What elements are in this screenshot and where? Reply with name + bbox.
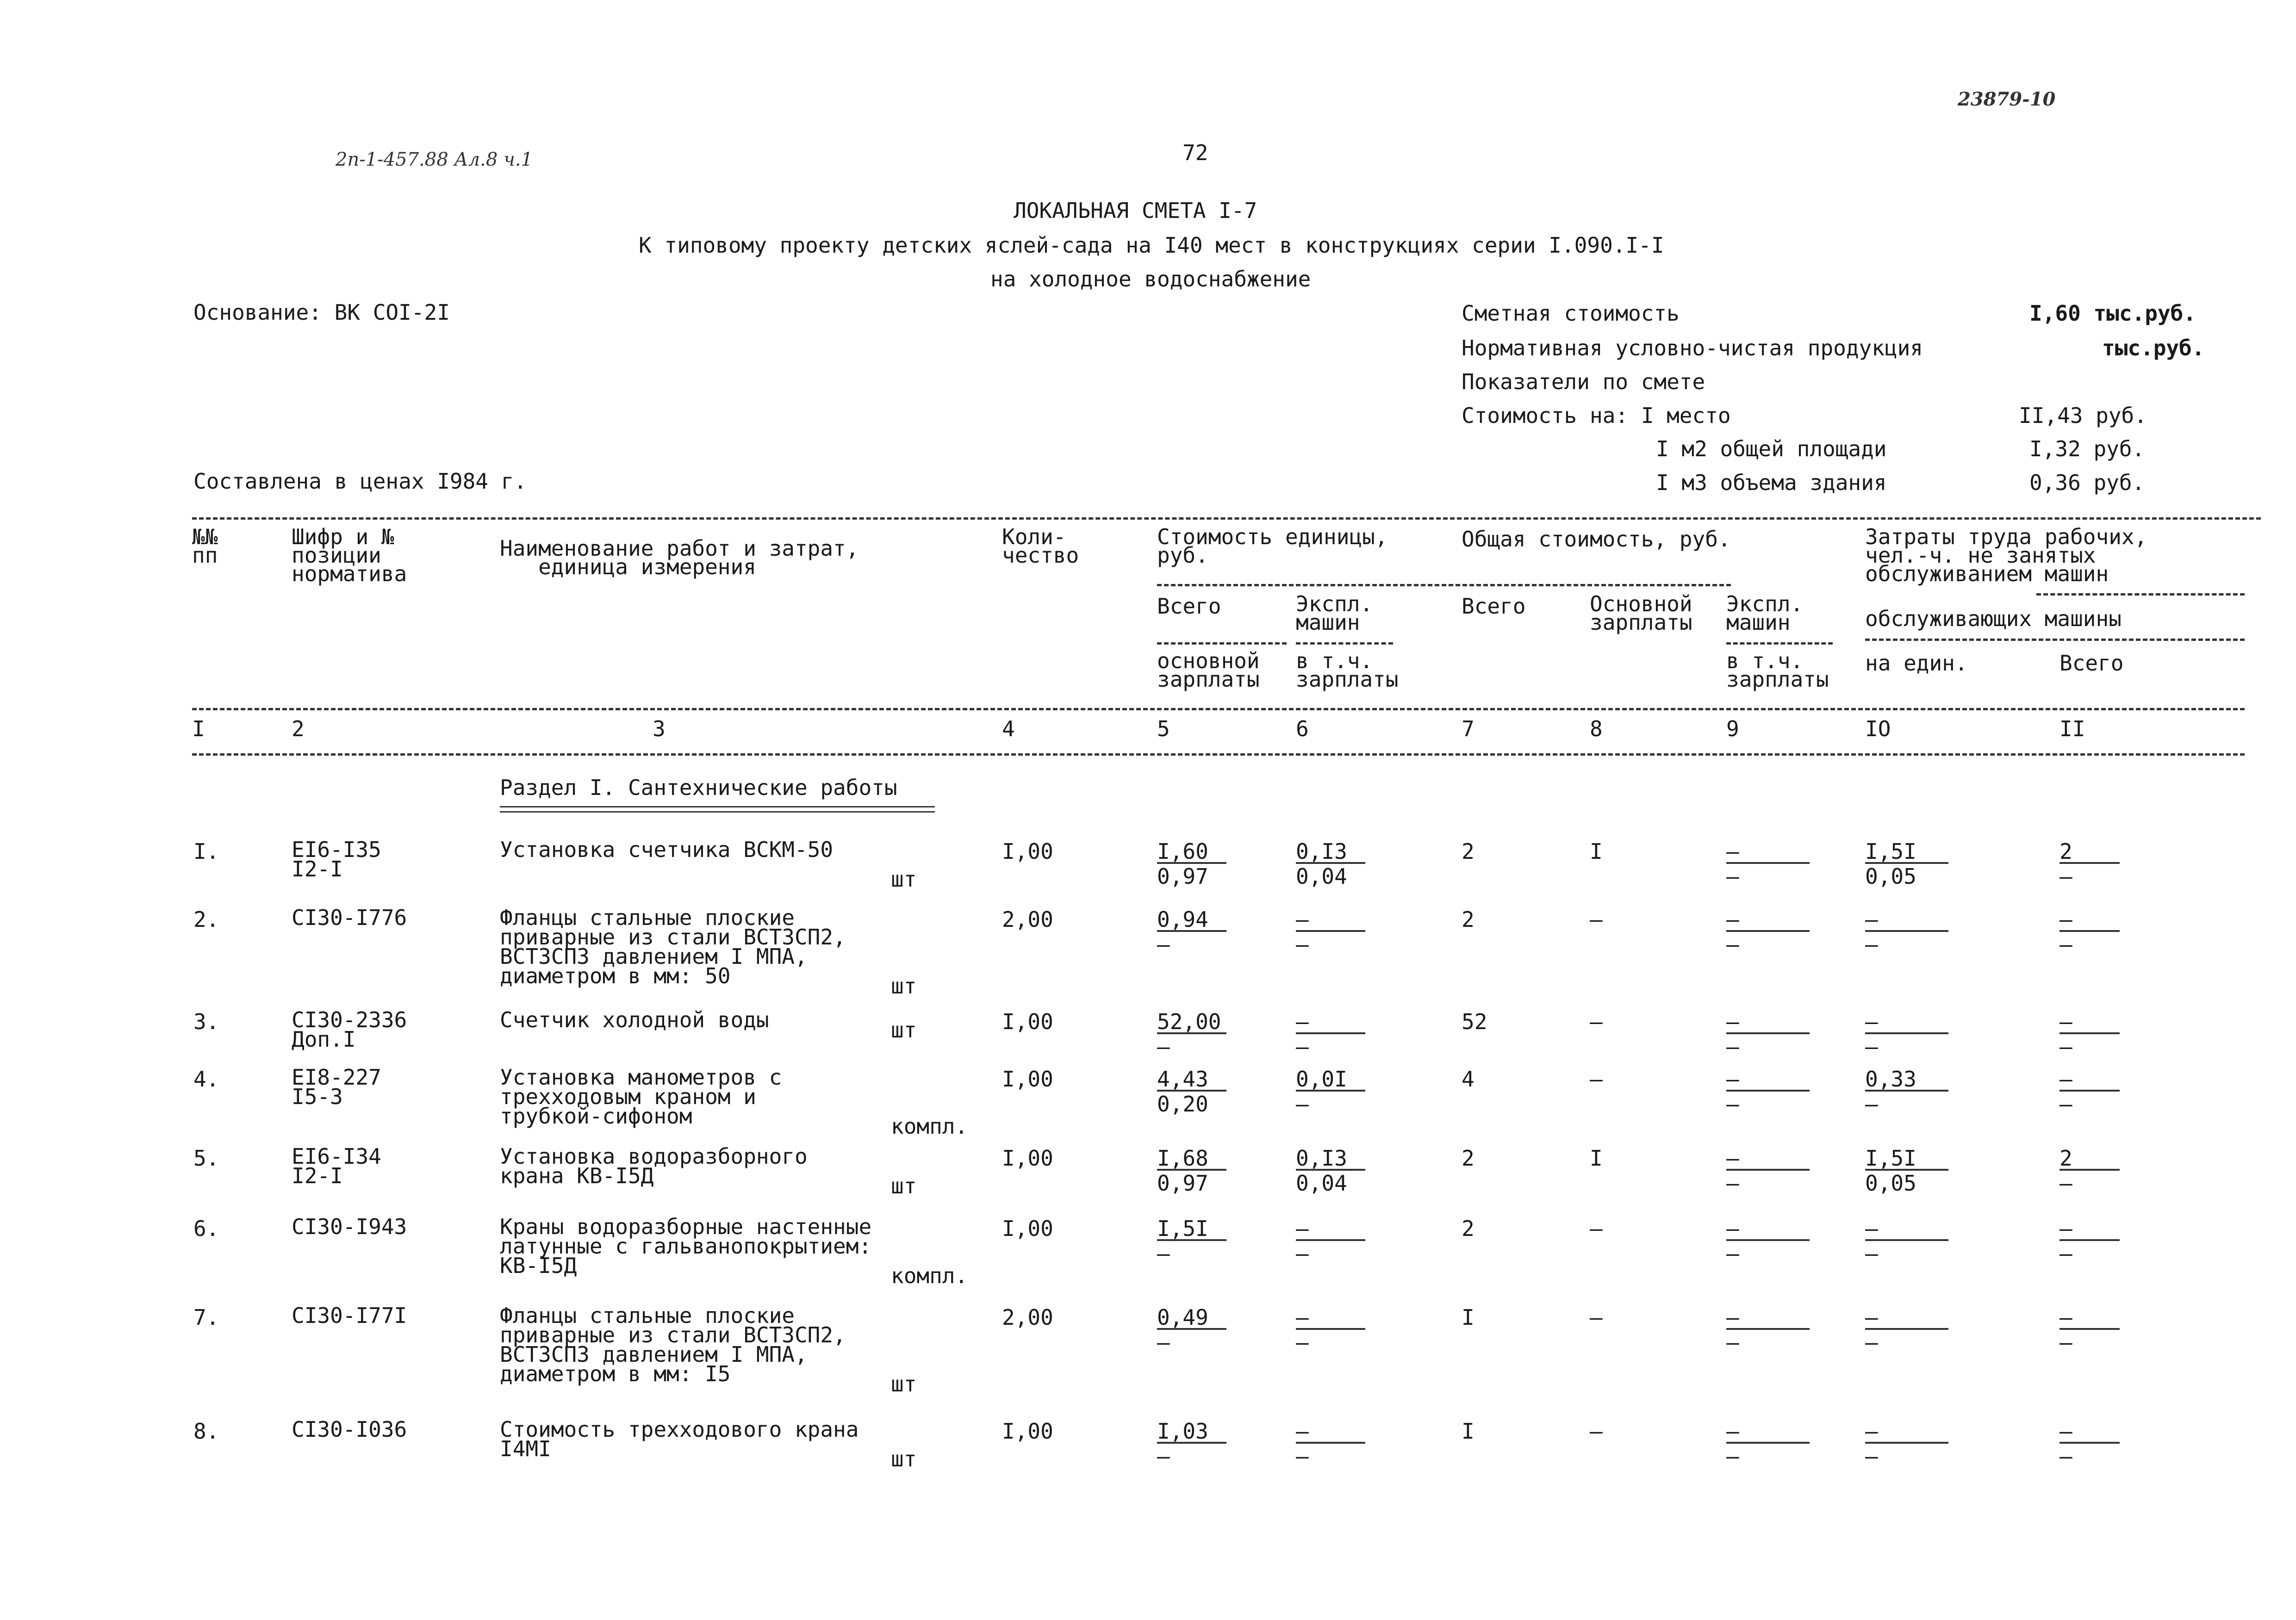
header-rule-unit-total	[1157, 584, 1731, 586]
row-code: CI30-I776	[292, 905, 407, 930]
row-c10-bottom: –	[1865, 1444, 1878, 1469]
row-code: CI30-2336 Доп.I	[292, 1007, 407, 1052]
row-c5-top: 4,43	[1157, 1067, 1208, 1092]
row-c11-top: –	[2060, 1419, 2072, 1444]
header-rule-labor-machines	[1865, 639, 2245, 641]
row-c9-top: –	[1726, 1305, 1739, 1330]
row-c5-top: I,60	[1157, 839, 1208, 864]
row-c9-top: –	[1726, 1216, 1739, 1241]
header-labor: Затраты труда рабочих, чел.-ч. не занятых обслуживанием машин	[1865, 524, 2147, 586]
row-c6-bottom: –	[1296, 1241, 1309, 1266]
row-c8-wages: I	[1590, 1146, 1603, 1171]
row-c11-bottom: –	[2060, 1092, 2072, 1117]
row-c5-bottom: –	[1157, 1241, 1170, 1266]
section-title-underline	[500, 806, 935, 813]
row-c5-top: I,68	[1157, 1146, 1208, 1171]
row-code: EI8-227 I5-3	[292, 1065, 381, 1109]
col-number-6: 6	[1296, 716, 1309, 741]
row-c9-bottom: –	[1726, 1444, 1739, 1469]
row-c10-bottom: 0,05	[1865, 1171, 1916, 1196]
row-c11-top: –	[2060, 1067, 2072, 1092]
summary-indicators-label: Показатели по смете	[1462, 369, 1705, 394]
row-c8-wages: –	[1590, 907, 1603, 932]
row-c11-top: 2	[2060, 1146, 2072, 1171]
summary-per-m3-value: 0,36 руб.	[2029, 470, 2145, 495]
row-c10-top: I,5I	[1865, 839, 1916, 864]
document-subtitle: К типовому проекту детских яслей-сада на I40 мест в конструкциях серии I.090.I-I	[639, 233, 1664, 258]
row-c7-total: 2	[1462, 1216, 1475, 1241]
row-c9-top: –	[1726, 1067, 1739, 1092]
row-quantity: I,00	[1002, 1419, 1053, 1444]
header-rule-c5	[1157, 642, 1287, 645]
header-rule-labor	[2036, 593, 2245, 596]
row-c10-bottom: –	[1865, 1034, 1878, 1059]
header-rule-c9	[1726, 642, 1833, 645]
header-top-rule	[192, 517, 2261, 520]
row-c6-bottom: 0,04	[1296, 1171, 1347, 1196]
row-c11-bottom: –	[2060, 1241, 2072, 1266]
row-c9-top: –	[1726, 839, 1739, 864]
row-number: I.	[193, 839, 219, 864]
row-c11-bottom: –	[2060, 1330, 2072, 1355]
col-number-7: 7	[1462, 716, 1475, 741]
row-quantity: I,00	[1002, 1009, 1053, 1034]
col-number-3: 3	[653, 716, 666, 741]
section-title: Раздел I. Сантехнические работы	[500, 775, 897, 800]
row-c11-bottom: –	[2060, 1444, 2072, 1469]
row-c6-top: –	[1296, 907, 1309, 932]
header-c11-vsego: Всего	[2060, 651, 2124, 676]
row-quantity: I,00	[1002, 1146, 1053, 1171]
row-c6-top: –	[1296, 1419, 1309, 1444]
row-number: 7.	[193, 1305, 219, 1330]
row-code: CI30-I943	[292, 1214, 407, 1239]
row-c10-top: –	[1865, 1009, 1878, 1034]
row-c10-top: –	[1865, 1216, 1878, 1241]
row-name: Фланцы стальные плоские приварные из стали ВСТ3СП2, ВСТ3СП3 давлением I МПА, диаметром в мм: I5	[500, 1303, 846, 1386]
row-c8-wages: –	[1590, 1305, 1603, 1330]
row-unit: компл.	[891, 1114, 968, 1139]
row-c9-top: –	[1726, 907, 1739, 932]
row-c9-bottom: –	[1726, 1092, 1739, 1117]
summary-net-label: Нормативная условно-чистая продукция	[1462, 335, 1923, 360]
header-c5-osn: основной зарплаты	[1157, 648, 1260, 692]
header-rule-numbers-bottom	[192, 753, 2245, 756]
row-c5-top: 0,49	[1157, 1305, 1208, 1330]
row-c10-bottom: –	[1865, 1330, 1878, 1355]
row-quantity: I,00	[1002, 1216, 1053, 1241]
row-c9-top: –	[1726, 1419, 1739, 1444]
header-c8-osn: Основной зарплаты	[1590, 591, 1692, 635]
row-c11-top: 2	[2060, 839, 2072, 864]
row-unit: шт	[891, 974, 917, 999]
row-c10-bottom: –	[1865, 1241, 1878, 1266]
row-c9-bottom: –	[1726, 1034, 1739, 1059]
row-c11-top: –	[2060, 907, 2072, 932]
summary-per-m3-label: I м3 объема здания	[1656, 470, 1887, 495]
row-code: CI30-I036	[292, 1417, 407, 1442]
row-c10-top: 0,33	[1865, 1067, 1916, 1092]
row-unit: шт	[891, 867, 917, 892]
row-c5-bottom: –	[1157, 1330, 1170, 1355]
col-number-10: IO	[1865, 716, 1891, 741]
row-c6-bottom: –	[1296, 1330, 1309, 1355]
row-c7-total: I	[1462, 1305, 1475, 1330]
header-c9-vtch: в т.ч. зарплаты	[1726, 648, 1829, 692]
row-quantity: 2,00	[1002, 1305, 1053, 1330]
handwritten-doc-number: 23879-10	[1958, 88, 2056, 110]
row-c6-bottom: 0,04	[1296, 864, 1347, 889]
row-name: Краны водоразборные настенные латунные с гальванопокрытием: КВ-I5Д	[500, 1214, 872, 1278]
header-c7-vsego: Всего	[1462, 594, 1526, 619]
header-rule-c6	[1296, 642, 1393, 645]
row-c8-wages: –	[1590, 1067, 1603, 1092]
row-number: 3.	[193, 1009, 219, 1034]
page-number: 72	[1182, 140, 1208, 165]
row-c8-wages: –	[1590, 1216, 1603, 1241]
header-col-name: Наименование работ и затрат, единица измерения	[500, 536, 859, 579]
header-c5-vsego: Всего	[1157, 594, 1221, 619]
basis-reference: Основание: ВК COI-2I	[193, 300, 450, 325]
header-rule-numbers-top	[192, 708, 2245, 710]
row-c10-top: –	[1865, 1419, 1878, 1444]
row-c10-top: –	[1865, 907, 1878, 932]
row-c6-bottom: –	[1296, 1444, 1309, 1469]
col-number-8: 8	[1590, 716, 1603, 741]
header-col-number: №№ пп	[192, 524, 218, 568]
row-c11-top: –	[2060, 1009, 2072, 1034]
row-c9-bottom: –	[1726, 1241, 1739, 1266]
header-unit-cost: Стоимость единицы, руб.	[1157, 524, 1388, 568]
document-subject: на холодное водоснабжение	[990, 267, 1311, 292]
row-unit: шт	[891, 1446, 917, 1471]
row-quantity: 2,00	[1002, 907, 1053, 932]
header-col-quantity: Коли- чество	[1002, 524, 1079, 568]
row-name: Фланцы стальные плоские приварные из стали ВСТ3СП2, ВСТ3СП3 давлением I МПА, диаметром в мм: 50	[500, 905, 846, 988]
row-unit: компл.	[891, 1263, 968, 1288]
row-c5-top: I,5I	[1157, 1216, 1208, 1241]
row-c7-total: 52	[1462, 1009, 1487, 1034]
row-c6-top: –	[1296, 1305, 1309, 1330]
row-c6-bottom: –	[1296, 1034, 1309, 1059]
row-name: Стоимость трехходового крана I4МI	[500, 1417, 859, 1461]
row-code: EI6-I35 I2-I	[292, 837, 381, 881]
summary-cost-value: I,60 тыс.руб.	[2029, 301, 2196, 326]
header-total-cost: Общая стоимость, руб.	[1462, 527, 1731, 552]
row-c6-top: –	[1296, 1216, 1309, 1241]
row-c11-bottom: –	[2060, 864, 2072, 889]
row-c10-top: I,5I	[1865, 1146, 1916, 1171]
row-number: 4.	[193, 1067, 219, 1092]
row-c11-bottom: –	[2060, 1034, 2072, 1059]
col-number-9: 9	[1726, 716, 1739, 741]
row-c5-top: I,03	[1157, 1419, 1208, 1444]
row-c6-bottom: –	[1296, 932, 1309, 957]
row-c9-bottom: –	[1726, 1330, 1739, 1355]
row-c5-bottom: 0,97	[1157, 1171, 1208, 1196]
row-code: CI30-I77I	[292, 1303, 407, 1328]
summary-per-m2-label: I м2 общей площади	[1656, 436, 1887, 461]
summary-per-place-label: Стоимость на: I место	[1462, 403, 1731, 428]
row-c5-top: 52,00	[1157, 1009, 1221, 1034]
row-c9-bottom: –	[1726, 932, 1739, 957]
summary-per-place-value: II,43 руб.	[2019, 403, 2147, 428]
col-number-1: I	[192, 716, 205, 741]
row-c9-top: –	[1726, 1009, 1739, 1034]
col-number-4: 4	[1002, 716, 1015, 741]
row-c5-bottom: –	[1157, 1034, 1170, 1059]
header-col-code: Шифр и № позиции норматива	[292, 524, 407, 586]
row-c6-top: 0,I3	[1296, 839, 1347, 864]
row-c11-bottom: –	[2060, 932, 2072, 957]
row-quantity: I,00	[1002, 1067, 1053, 1092]
row-c11-bottom: –	[2060, 1171, 2072, 1196]
row-c5-bottom: 0,97	[1157, 864, 1208, 889]
row-name: Счетчик холодной воды	[500, 1007, 769, 1032]
row-unit: шт	[891, 1018, 917, 1043]
col-number-11: II	[2060, 716, 2085, 741]
row-unit: шт	[891, 1372, 917, 1397]
row-name: Установка манометров с трехходовым краном и трубкой-сифоном	[500, 1065, 782, 1129]
row-name: Установка счетчика ВСКМ-50	[500, 837, 834, 862]
header-c9-expl: Экспл. машин	[1726, 591, 1804, 635]
handwritten-album-ref: 2п-1-457.88 Ал.8 ч.1	[336, 149, 533, 170]
row-unit: шт	[891, 1173, 917, 1198]
row-c5-bottom: –	[1157, 1444, 1170, 1469]
row-c7-total: 2	[1462, 1146, 1475, 1171]
row-c8-wages: –	[1590, 1419, 1603, 1444]
row-c7-total: 4	[1462, 1067, 1475, 1092]
row-c5-bottom: 0,20	[1157, 1092, 1208, 1117]
row-c9-top: –	[1726, 1146, 1739, 1171]
row-c6-bottom: –	[1296, 1092, 1309, 1117]
summary-cost-label: Сметная стоимость	[1462, 301, 1680, 326]
row-code: EI6-I34 I2-I	[292, 1144, 381, 1188]
header-c6-expl: Экспл. машин	[1296, 591, 1373, 635]
header-labor-machines: обслуживающих машины	[1865, 606, 2122, 631]
col-number-5: 5	[1157, 716, 1170, 741]
row-c9-bottom: –	[1726, 1171, 1739, 1196]
row-c11-top: –	[2060, 1216, 2072, 1241]
row-number: 5.	[193, 1146, 219, 1171]
row-c6-top: 0,I3	[1296, 1146, 1347, 1171]
document-title: ЛОКАЛЬНАЯ СМЕТА I-7	[1014, 198, 1257, 223]
row-c10-bottom: 0,05	[1865, 864, 1916, 889]
summary-net-value: тыс.руб.	[2102, 335, 2205, 360]
header-c10-na-edin: на един.	[1865, 651, 1968, 676]
row-c7-total: 2	[1462, 907, 1475, 932]
row-c9-bottom: –	[1726, 864, 1739, 889]
header-c6-vtch: в т.ч. зарплаты	[1296, 648, 1399, 692]
row-c8-wages: –	[1590, 1009, 1603, 1034]
row-c6-top: –	[1296, 1009, 1309, 1034]
row-number: 8.	[193, 1419, 219, 1444]
row-number: 2.	[193, 907, 219, 932]
summary-per-m2-value: I,32 руб.	[2029, 436, 2145, 461]
row-c11-top: –	[2060, 1305, 2072, 1330]
row-c7-total: I	[1462, 1419, 1475, 1444]
price-year: Составлена в ценах I984 г.	[193, 469, 527, 494]
row-c10-bottom: –	[1865, 1092, 1878, 1117]
row-quantity: I,00	[1002, 839, 1053, 864]
row-c7-total: 2	[1462, 839, 1475, 864]
row-number: 6.	[193, 1216, 219, 1241]
row-c10-top: –	[1865, 1305, 1878, 1330]
row-c6-top: 0,0I	[1296, 1067, 1347, 1092]
row-c10-bottom: –	[1865, 932, 1878, 957]
row-c8-wages: I	[1590, 839, 1603, 864]
row-name: Установка водоразборного крана КВ-I5Д	[500, 1144, 808, 1188]
col-number-2: 2	[292, 716, 305, 741]
row-c5-bottom: –	[1157, 932, 1170, 957]
row-c5-top: 0,94	[1157, 907, 1208, 932]
